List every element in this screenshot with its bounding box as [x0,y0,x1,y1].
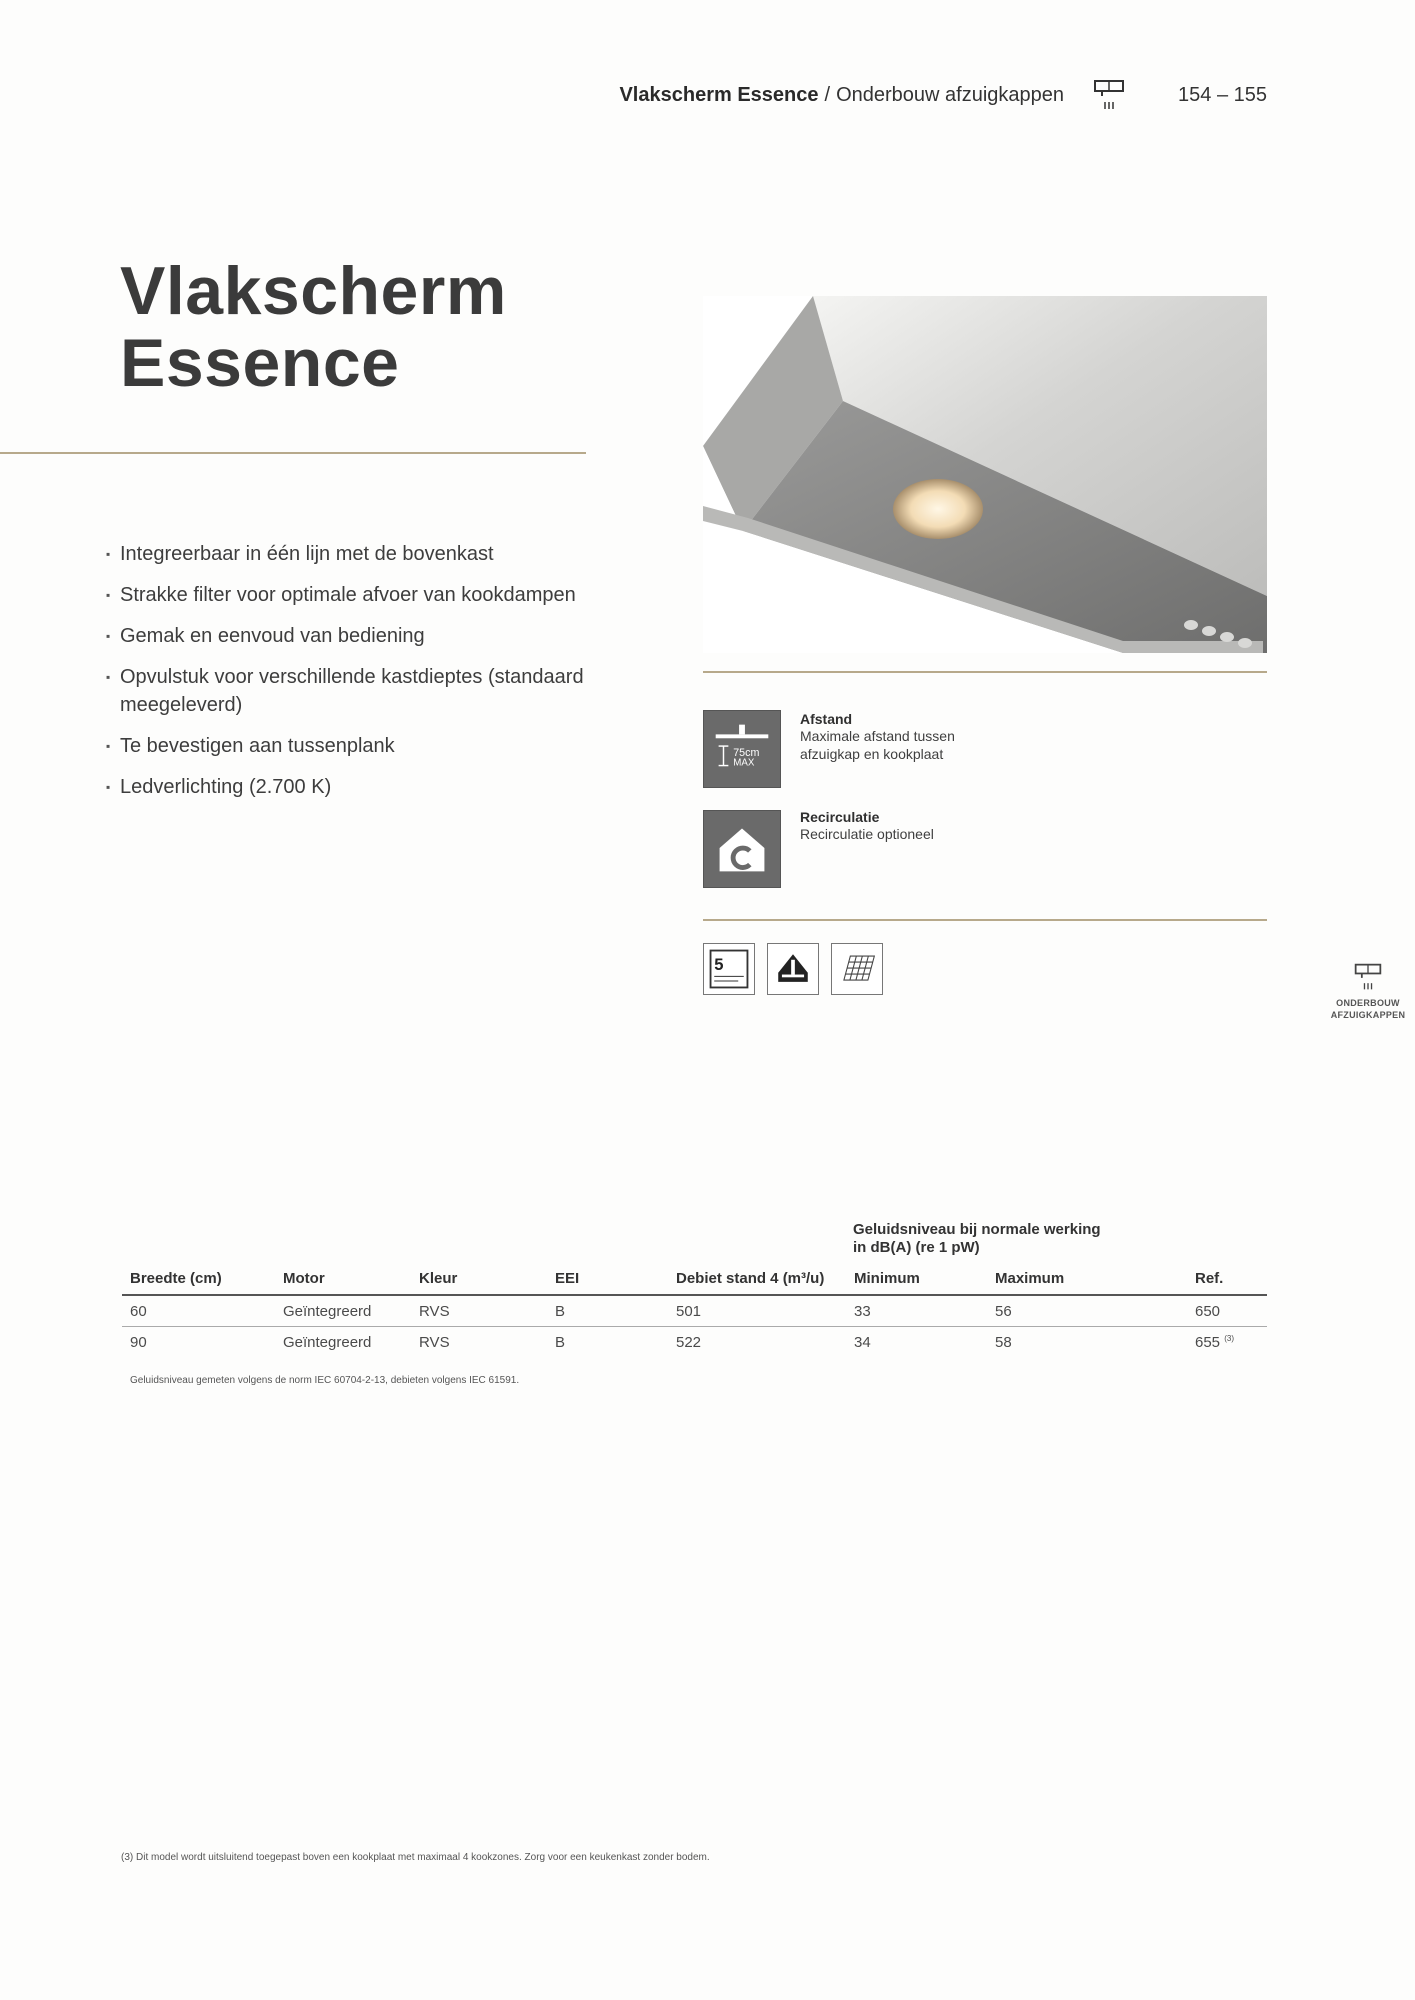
table-cell: Geïntegreerd [283,1333,372,1351]
list-item: ▪ Integreerbaar in één lijn met de bovenkast [106,540,606,568]
table-cell: 650 [1195,1302,1221,1320]
extraction-icon [767,943,819,995]
header-subtitle: Onderbouw afzuigkappen [836,83,1065,106]
measurement-note: Geluidsniveau gemeten volgens de norm IEC 60704-2-13, debieten volgens IEC 61591. [130,1375,520,1386]
grease-filter-icon [831,943,883,995]
warranty-5-years-icon [703,943,755,995]
group-header-line-1: Geluidsniveau bij normale werking [853,1221,1101,1238]
column-header: Ref. [1195,1269,1224,1287]
recirculation-icon [703,810,781,888]
table-row [122,1295,1267,1327]
list-item: ▪ Strakke filter voor optimale afvoer van kookdampen [106,581,606,609]
section-tab[interactable] [1326,960,1410,1021]
sound-level-group-header [853,1221,1101,1257]
table-cell: 501 [676,1302,702,1320]
feature-recirculation [800,809,1100,843]
list-item: ▪ Gemak en eenvoud van bediening [106,622,606,650]
table-cell: 34 [854,1333,871,1351]
column-header: Breedte (cm) [130,1269,222,1287]
feature-title: Afstand [800,711,853,727]
feature-desc-line-2: afzuigkap en kookplaat [800,746,944,762]
product-image [703,296,1267,653]
features-divider-top [703,671,1267,673]
section-tab-line-1: ONDERBOUW [1336,998,1400,1008]
feature-desc-line-1: Maximale afstand tussen [800,728,955,744]
table-cell-ref [1187,1327,1267,1358]
title-line-2: Essence [120,325,400,401]
table-cell: 56 [995,1302,1012,1320]
page-header [619,78,1267,112]
features-divider-bottom [703,919,1267,921]
page-title [120,255,507,399]
page-numbers: 154 – 155 [1178,83,1267,106]
table-cell: 60 [130,1302,147,1320]
distance-max-label: MAX [733,757,755,769]
table-cell: 58 [995,1333,1012,1351]
header-title: Vlakscherm Essence [619,83,819,106]
list-item: ▪ Te bevestigen aan tussenplank [106,732,606,760]
table-cell: B [555,1333,566,1351]
list-item: ▪ Ledverlichting (2.700 K) [106,773,606,801]
underbuilt-hood-icon [1092,78,1126,112]
table-cell: B [555,1302,566,1320]
title-divider [0,452,586,454]
table-cell: 522 [676,1333,702,1351]
table-row [122,1327,1267,1358]
table-cell: RVS [419,1333,450,1351]
column-header: Debiet stand 4 (m³/u) [676,1269,825,1287]
section-tab-line-2: AFZUIGKAPPEN [1330,1010,1406,1020]
table-cell: 33 [854,1302,871,1320]
table-header-row [122,1262,1267,1295]
warranty-number: 5 [714,954,724,974]
footnote: (3) Dit model wordt uitsluitend toegepast boven een kookplaat met maximaal 4 kookzones. Zorg voor een keukenkast zonder bodem. [121,1852,710,1863]
ref-value: 655 [1195,1333,1221,1351]
group-header-line-2: in dB(A) (re 1 pW) [853,1239,980,1256]
column-header: Kleur [419,1269,458,1287]
column-header: Motor [283,1269,325,1287]
column-header: Minimum [854,1269,920,1287]
column-header: EEI [555,1269,580,1287]
table-cell: Geïntegreerd [283,1302,372,1320]
footnote-marker: (3) [1224,1333,1234,1343]
underbuilt-hood-icon [1353,960,1383,994]
distance-icon [703,710,781,788]
feature-distance [800,711,1100,763]
list-item: ▪ Opvulstuk voor verschillende kastdieptes (standaard meegeleverd) [106,663,606,719]
feature-title: Recirculatie [800,809,880,825]
table-cell: RVS [419,1302,450,1320]
header-separator: / [824,83,831,106]
title-line-1: Vlakscherm [120,253,507,329]
table-cell: 90 [130,1333,147,1351]
spec-table [122,1262,1267,1357]
column-header: Maximum [995,1269,1065,1287]
feature-desc-line-1: Recirculatie optioneel [800,826,934,842]
distance-value: 75cm [733,746,760,759]
feature-list [106,540,606,814]
